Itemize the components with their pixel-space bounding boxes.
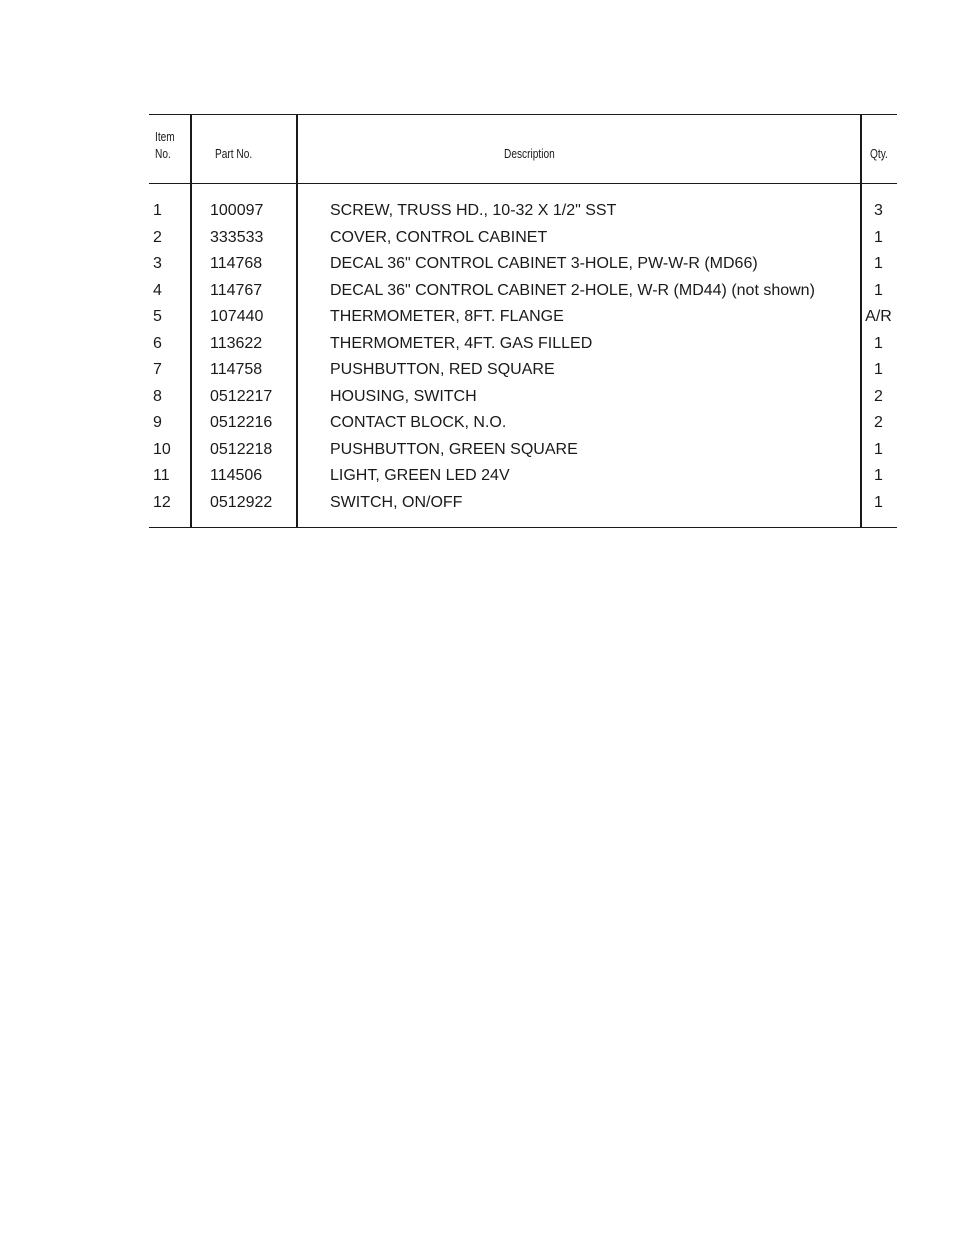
cell-part-no: 333533 — [210, 228, 264, 246]
parts-list-table — [149, 114, 897, 528]
header-description: Description — [504, 146, 555, 161]
cell-description: COVER, CONTROL CABINET — [330, 228, 548, 246]
cell-part-no: 114758 — [210, 361, 263, 378]
cell-item-no: 6 — [153, 334, 162, 352]
cell-part-no: 0512218 — [210, 440, 273, 458]
header-part-no: Part No. — [215, 146, 253, 161]
cell-qty: 3 — [874, 202, 883, 219]
cell-description: PUSHBUTTON, RED SQUARE — [330, 361, 555, 378]
cell-part-no: 107440 — [210, 308, 264, 325]
cell-qty: 1 — [874, 467, 883, 484]
table-header-rule — [149, 183, 897, 184]
header-item-line2: No. — [155, 146, 171, 161]
cell-part-no: 113622 — [210, 334, 263, 352]
table-row — [149, 437, 897, 464]
header-item-no — [155, 128, 175, 162]
cell-description: THERMOMETER, 8FT. FLANGE — [330, 308, 564, 325]
cell-item-no: 1 — [153, 202, 162, 219]
cell-description: LIGHT, GREEN LED 24V — [330, 467, 510, 484]
table-top-rule — [149, 114, 897, 115]
cell-qty: 1 — [874, 493, 883, 511]
table-row — [149, 198, 897, 225]
cell-part-no: 100097 — [210, 202, 264, 219]
table-row — [149, 490, 897, 517]
table-body — [149, 198, 897, 516]
cell-qty: 1 — [874, 361, 883, 378]
cell-item-no: 3 — [153, 255, 162, 272]
table-row — [149, 331, 897, 358]
table-row — [149, 225, 897, 252]
table-row — [149, 384, 897, 411]
table-bottom-rule — [149, 527, 897, 528]
cell-item-no: 11 — [153, 467, 170, 484]
cell-item-no: 2 — [153, 228, 162, 246]
cell-description: SCREW, TRUSS HD., 10-32 X 1/2" SST — [330, 202, 617, 219]
cell-item-no: 10 — [153, 440, 171, 458]
cell-part-no: 0512922 — [210, 493, 273, 511]
cell-item-no: 7 — [153, 361, 162, 378]
cell-part-no: 114506 — [210, 467, 263, 484]
cell-qty: 1 — [874, 334, 883, 352]
cell-description: THERMOMETER, 4FT. GAS FILLED — [330, 334, 593, 352]
cell-item-no: 12 — [153, 493, 171, 511]
cell-item-no: 4 — [153, 281, 162, 299]
cell-description: HOUSING, SWITCH — [330, 387, 477, 405]
cell-description: CONTACT BLOCK, N.O. — [330, 414, 507, 431]
cell-item-no: 5 — [153, 308, 162, 325]
cell-qty: A/R — [865, 308, 892, 325]
table-row — [149, 304, 897, 331]
cell-part-no: 114768 — [210, 255, 263, 272]
cell-item-no: 9 — [153, 414, 162, 431]
cell-description: PUSHBUTTON, GREEN SQUARE — [330, 440, 578, 458]
cell-qty: 2 — [874, 387, 883, 405]
header-item-line1: Item — [155, 129, 175, 144]
table-row — [149, 410, 897, 437]
table-row — [149, 251, 897, 278]
cell-qty: 1 — [874, 281, 883, 299]
header-qty: Qty. — [870, 146, 888, 161]
table-row — [149, 278, 897, 305]
cell-description: DECAL 36" CONTROL CABINET 3-HOLE, PW-W-R (MD66) — [330, 255, 758, 272]
cell-qty: 1 — [874, 228, 883, 246]
table-row — [149, 357, 897, 384]
cell-part-no: 0512216 — [210, 414, 273, 431]
cell-item-no: 8 — [153, 387, 162, 405]
cell-description: SWITCH, ON/OFF — [330, 493, 463, 511]
table-row — [149, 463, 897, 490]
cell-part-no: 114767 — [210, 281, 263, 299]
cell-part-no: 0512217 — [210, 387, 273, 405]
cell-qty: 2 — [874, 414, 883, 431]
cell-description: DECAL 36" CONTROL CABINET 2-HOLE, W-R (MD44) (not shown) — [330, 281, 815, 299]
cell-qty: 1 — [874, 255, 883, 272]
cell-qty: 1 — [874, 440, 883, 458]
